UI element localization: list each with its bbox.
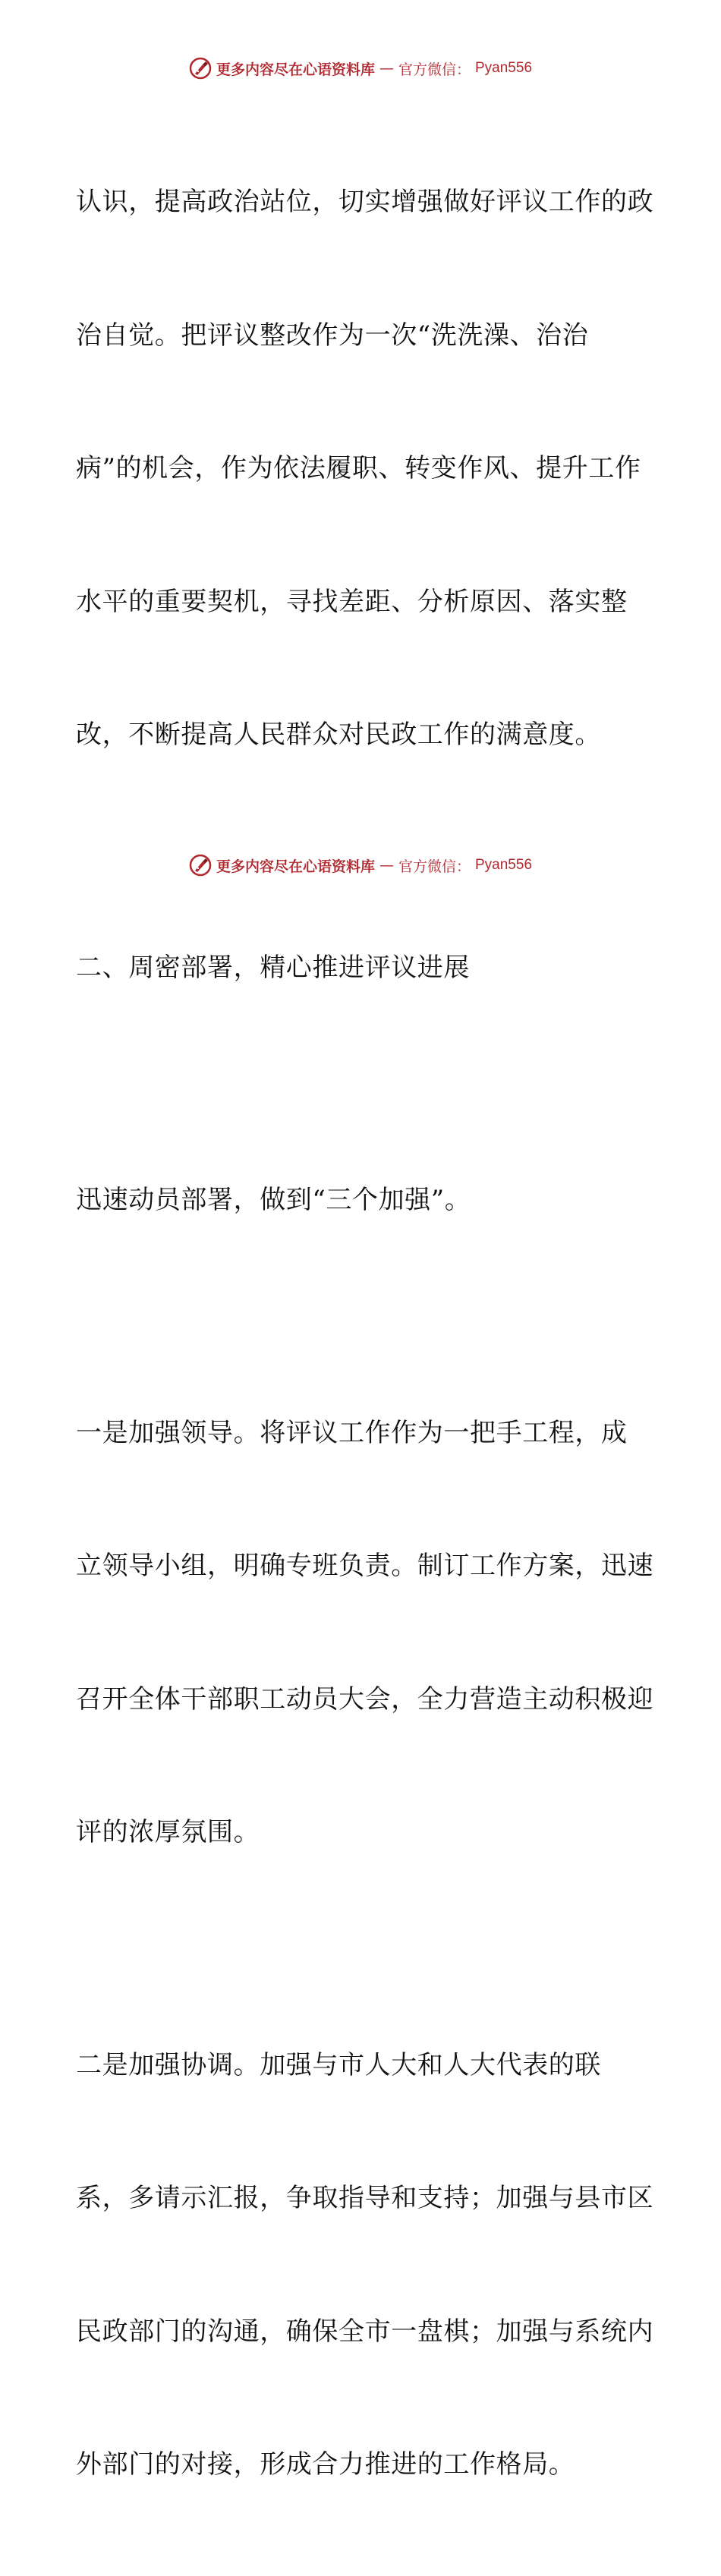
footer-banner — [0, 850, 721, 880]
header-wechat-id: Pyan556 — [475, 60, 533, 76]
fountain-pen-logo-icon — [189, 57, 212, 80]
header-dash: — — [379, 60, 394, 77]
text-line: 病”的机会，作为依法履职、转变作风、提升工作 — [76, 453, 641, 483]
section-heading — [76, 857, 645, 1079]
text-line: 召开全体干部职工动员大会，全力营造主动积极迎 — [76, 1683, 654, 1715]
fountain-pen-logo-icon — [189, 854, 212, 877]
text-line: 外部门的对接，形成合力推进的工作格局。 — [76, 2449, 575, 2480]
footer-official-label: 官方微信： — [398, 858, 471, 875]
paragraph-3 — [76, 1322, 654, 1944]
text-line: 民政部门的沟通，确保全市一盘棋；加强与系统内 — [76, 2316, 654, 2347]
footer-dash: — — [379, 857, 394, 874]
text-line: 系，多请示汇报，争取指导和支持；加强与县市区 — [76, 2183, 654, 2213]
footer-wechat-id: Pyan556 — [475, 857, 533, 873]
paragraph-4 — [76, 1954, 654, 2576]
footer-brand-text: 更多内容尽在心语资料库 — [216, 858, 375, 875]
header-brand-text: 更多内容尽在心语资料库 — [216, 61, 375, 78]
text-line: 评的浓厚氛围。 — [76, 1817, 260, 1847]
text-line: 一是加强领导。将评议工作作为一把手工程，成 — [76, 1417, 628, 1448]
paragraph-2 — [76, 1089, 645, 1312]
text-line: 水平的重要契机，寻找差距、分析原因、落实整 — [76, 586, 628, 617]
document-body — [76, 91, 654, 2576]
header-banner — [0, 53, 721, 83]
text-line: 迅速动员部署，做到“三个加强”。 — [76, 1185, 471, 1215]
text-line: 二、周密部署，精心推进评议进展 — [76, 952, 470, 983]
text-line: 二是加强协调。加强与市人大和人大代表的联 — [76, 2049, 601, 2080]
header-official-label: 官方微信： — [398, 61, 471, 78]
text-line: 治自觉。把评议整改作为一次“洗洗澡、治治 — [76, 320, 589, 351]
paragraph-1 — [76, 91, 654, 846]
text-line: 认识，提高政治站位，切实增强做好评议工作的政 — [76, 187, 654, 217]
text-line: 立领导小组，明确专班负责。制订工作方案，迅速 — [76, 1551, 654, 1581]
text-line: 改，不断提高人民群众对民政工作的满意度。 — [76, 720, 601, 750]
